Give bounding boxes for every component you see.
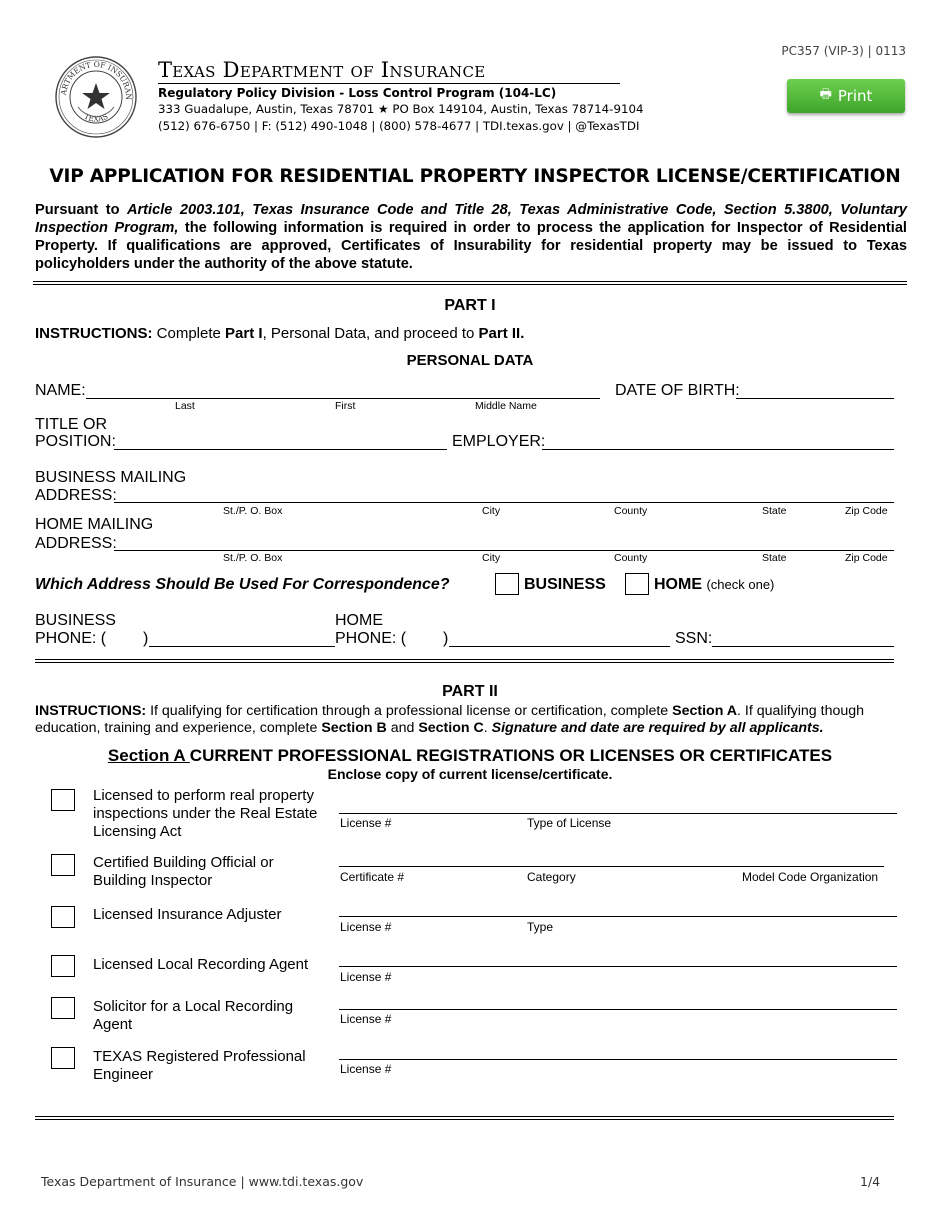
- ssn-field[interactable]: [712, 646, 894, 647]
- license-number-field[interactable]: [339, 916, 897, 917]
- hma-sub-zip: Zip Code: [845, 552, 888, 564]
- field-label: Certificate #: [340, 870, 405, 884]
- license-number-field[interactable]: [339, 1009, 897, 1010]
- business-option-label: BUSINESS: [524, 576, 606, 593]
- recording-agent-checkbox[interactable]: [51, 955, 75, 977]
- tdi-seal: [54, 55, 138, 139]
- form-title: VIP APPLICATION FOR RESIDENTIAL PROPERTY INSPECTOR LICENSE/CERTIFICATION: [49, 166, 901, 187]
- name-sub-middle: Middle Name: [475, 400, 537, 412]
- building-official-checkbox[interactable]: [51, 854, 75, 876]
- field-label: Model Code Organization: [742, 870, 879, 884]
- hma-sub-state: State: [762, 552, 787, 564]
- name-field[interactable]: [86, 398, 600, 399]
- professional-engineer-checkbox[interactable]: [51, 1047, 75, 1069]
- home-address-field[interactable]: [114, 550, 894, 551]
- business-address-field[interactable]: [114, 502, 894, 503]
- hphone-label-1: HOME: [335, 612, 383, 629]
- section-a-title: Section A CURRENT PROFESSIONAL REGISTRATIONS OR LICENSES OR CERTIFICATES: [107, 746, 833, 765]
- part2-heading: PART II: [442, 683, 498, 700]
- hma-sub-county: County: [614, 552, 648, 564]
- part1-instructions: INSTRUCTIONS: Complete Part I, Personal Data, and proceed to Part II.: [35, 325, 525, 342]
- print-label: Print: [837, 87, 873, 105]
- intro-paragraph: Pursuant to Article 2003.101, Texas Insurance Code and Title 28, Texas Administrative Code, Section 5.3800, Voluntary Inspection Program, the following information is required in order to process the application for Inspector of Residential Property. If qualifications are approved, Certificates of Insurability for residential property may be issued to Texas policyholders under the authority of the above statute.: [35, 202, 907, 272]
- license-number-field[interactable]: [339, 1059, 897, 1060]
- hma-sub-street: St./P. O. Box: [223, 552, 283, 564]
- license-number-field[interactable]: [339, 966, 897, 967]
- personal-data-heading: PERSONAL DATA: [406, 352, 534, 369]
- correspondence-question: Which Address Should Be Used For Correspondence?: [35, 576, 450, 593]
- agency-name: Texas Department of Insurance: [158, 58, 486, 82]
- bma-label-2: ADDRESS:: [35, 487, 117, 504]
- field-label: License #: [340, 970, 392, 984]
- footer-left: Texas Department of Insurance | www.tdi.texas.gov: [41, 1174, 364, 1189]
- hphone-paren: ): [443, 630, 449, 647]
- field-label: Type: [527, 920, 554, 934]
- item-label: TEXAS Registered Professional Engineer: [93, 1048, 306, 1083]
- item-label: Licensed to perform real property inspections under the Real Estate Licensing Act: [93, 787, 318, 840]
- field-label: License #: [340, 816, 392, 830]
- hma-sub-city: City: [482, 552, 501, 564]
- name-label: NAME:: [35, 382, 86, 399]
- home-checkbox[interactable]: [625, 573, 649, 595]
- bma-sub-street: St./P. O. Box: [223, 505, 283, 517]
- svg-text:TEXAS: TEXAS: [82, 111, 110, 124]
- part2-instructions: INSTRUCTIONS: If qualifying for certification through a professional license or certification, complete Section A. If qualifying though education, training and experience, complete Section B and Section C. Signature and date are required by all applicants.: [35, 703, 865, 736]
- section-a-subtitle: Enclose copy of current license/certificate.: [327, 766, 613, 782]
- item-label: Licensed Local Recording Agent: [93, 956, 309, 973]
- page-number: 1/4: [860, 1174, 881, 1189]
- form-code: PC357 (VIP-3) | 0113: [781, 44, 906, 58]
- bphone-label-1: BUSINESS: [35, 612, 116, 629]
- field-label: License #: [340, 1062, 392, 1076]
- insurance-adjuster-checkbox[interactable]: [51, 906, 75, 928]
- business-phone-field[interactable]: [149, 646, 335, 647]
- dob-field[interactable]: [736, 398, 894, 399]
- print-button[interactable]: [787, 79, 905, 113]
- hma-label-1: HOME MAILING: [35, 516, 154, 533]
- bma-sub-zip: Zip Code: [845, 505, 888, 517]
- hma-label-2: ADDRESS:: [35, 535, 117, 552]
- home-option: HOME (check one): [654, 576, 775, 593]
- bma-sub-city: City: [482, 505, 501, 517]
- real-estate-inspector-checkbox[interactable]: [51, 789, 75, 811]
- agency-address: 333 Guadalupe, Austin, Texas 78701 ★ PO Box 149104, Austin, Texas 78714-9104: [158, 102, 644, 116]
- solicitor-checkbox[interactable]: [51, 997, 75, 1019]
- employer-field[interactable]: [542, 449, 894, 450]
- title-label-1: TITLE OR: [35, 416, 108, 433]
- certificate-number-field[interactable]: [339, 866, 884, 867]
- bphone-paren: ): [143, 630, 149, 647]
- dob-label: DATE OF BIRTH:: [615, 382, 740, 399]
- name-sub-last: Last: [175, 400, 195, 412]
- field-label: License #: [340, 1012, 392, 1026]
- bma-label-1: BUSINESS MAILING: [35, 469, 187, 486]
- svg-text:DEPARTMENT OF INSURANCE: ARTMENT OF INSURAN: [58, 59, 134, 101]
- part1-heading: PART I: [444, 297, 496, 314]
- license-number-field[interactable]: [339, 813, 897, 814]
- field-label: License #: [340, 920, 392, 934]
- field-label: Category: [527, 870, 576, 884]
- bma-sub-county: County: [614, 505, 648, 517]
- item-label: Certified Building Official or Building Inspector: [93, 854, 274, 889]
- name-sub-first: First: [335, 400, 356, 412]
- title-field[interactable]: [114, 449, 447, 450]
- hphone-label-2: PHONE: (: [335, 630, 407, 647]
- bphone-label-2: PHONE: (: [35, 630, 107, 647]
- bma-sub-state: State: [762, 505, 787, 517]
- field-label: Type of License: [527, 816, 612, 830]
- ssn-label: SSN:: [675, 630, 713, 647]
- business-checkbox[interactable]: [495, 573, 519, 595]
- agency-contacts: (512) 676-6750 | F: (512) 490-1048 | (800) 578-4677 | TDI.texas.gov | @TexasTDI: [158, 119, 640, 133]
- title-label-2: POSITION:: [35, 433, 116, 450]
- printer-icon: 🖶: [819, 87, 832, 102]
- agency-division: Regulatory Policy Division - Loss Control Program (104-LC): [158, 86, 557, 100]
- employer-label: EMPLOYER:: [452, 433, 546, 450]
- item-label: Licensed Insurance Adjuster: [93, 906, 282, 923]
- item-label: Solicitor for a Local Recording Agent: [93, 998, 294, 1033]
- home-phone-field[interactable]: [449, 646, 670, 647]
